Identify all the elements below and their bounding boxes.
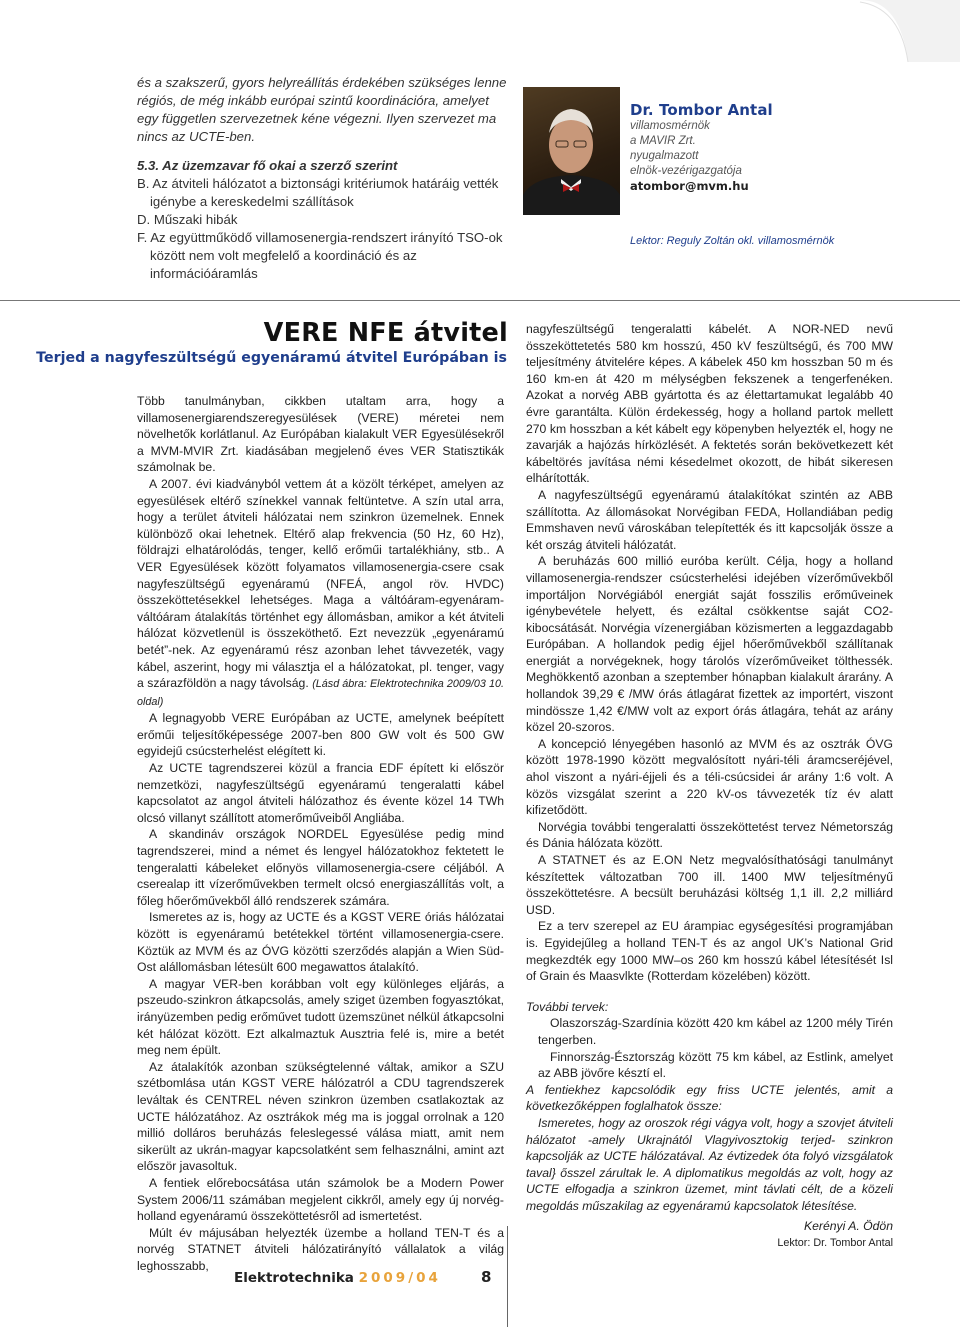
- section-divider: [0, 300, 960, 301]
- paragraph: Ez a terv szerepel az EU árampiac egységesítési programjában is. Egyidejűleg a holland TEN-T és az angol UK’s National Grid megkezdték egy 1000 MW–os 260 km hosszú kábel létesítését Isl of Grain és Maasvlkte (Rotterdam közelében) között.: [526, 919, 893, 984]
- paragraph: A nagyfeszültségű egyenáramú átalakítókat szintén az ABB szállította. Az állomásokat Norvégiban FEDA, Hollandiában pedig Emmshaven nevű városkában telepítették és itt kapcsolják össze a két ország átviteli hálózatát.: [526, 487, 893, 552]
- plans-heading: További tervek:: [526, 999, 609, 1014]
- figure-reference: (Lásd ábra: Elektrotechnika 2009/03 10. oldal): [137, 678, 504, 708]
- author-role: villamosmérnök: [630, 120, 710, 132]
- section-heading: 5.3. Az üzemzavar fő okai a szerző szerint: [137, 158, 398, 173]
- author-name: Dr. Tombor Antal: [630, 101, 773, 119]
- reviewer-line: Lektor: Reguly Zoltán okl. villamosmérnök: [630, 235, 835, 247]
- paragraph: A koncepció lényegében hasonló az MVM és az osztrák ÓVG között 1978-1990 között megvalósított nyári-téli áramcseréjével, ahol viszont a nyári-éjjeli és a téli-csúcsidei ár arány 1:6 volt. A közös vizsgálat szerint a 220 kV-os távvezeték tíz év alatt kifizetődött.: [526, 736, 893, 818]
- paragraph: Az átalakítók azonban szükségtelenné váltak, amikor a SZU szétbomlása után KGST VERE hálózatról a CDU tagrendszerek leváltak és CENTREL néven szinkron üzemben csatlakoztak az UCTE hálózatához. Az osztrákok még ma is joggal orrolnak a 120 millió dolláros beruházás feleslegessé válása miatt, amit nem sikerült az ukrán-magyar kapcsolatként sem felhasználni, amint azt először javasoltuk.: [137, 1059, 504, 1174]
- author-role: a MAVIR Zrt.: [630, 135, 696, 147]
- article-reviewer: Lektor: Dr. Tombor Antal: [777, 1237, 893, 1250]
- paragraph: A fentiek előrebocsátása után számolok be a Modern Power System 2006/11 számában megjelent cikkről, amely egy új norvég-holland egyenáramú összeköttetésről ad ismertetést.: [137, 1175, 504, 1224]
- paragraph: A magyar VER-ben korábban volt egy különleges eljárás, a pszeudo-szinkron átkapcsolás, amely sziget üzemben fogyasztókat, irányüzemben pedig erőművet tudott üzemszünet nélkül átkapcsolni két hálózat között. Ezt alkalmaztuk Ausztria felé is, mire a betét meg nem épült.: [137, 976, 504, 1058]
- paragraph: Ismeretes, hogy az oroszok régi vágya volt, hogy a szovjet átviteli hálózatot -amely Ukrajnától Vlagyivosztokig terjed- szinkron kapcsolják az UCTE hálózatával. Az évtizedek óta folyó vizsgálatok taval} ősszel zárultak le. A diplomatikus megoldás az volt, hogy az UCTE elfogadja a szinkron üzemet, mint távlati célt, de a közeli megoldás műszakilag az egyenáramú kapcsolatok létesítése.: [526, 1115, 893, 1213]
- article-subtitle: Terjed a nagyfeszültségű egyenáramú átvitel Európában is: [36, 350, 507, 366]
- article-signature: Kerényi A. Ödön: [804, 1219, 893, 1234]
- author-info: [630, 101, 830, 193]
- intro-paragraph: és a szakszerű, gyors helyreállítás érdekében szükséges lenne régiós, de még inkább európai szintű koordinációra, amelyet egy független szervezetnek kéne végezni. Ilyen szervezet ma nincs az UCTE-ben.: [137, 75, 507, 144]
- paragraph: Több tanulmányban, cikkben utaltam arra, hogy a villamosenergiarendszeregyesülések (VERE) méretei nem növelhetők korlátlanul. Az Európában kialakult VER Egyesülésekről a MVM-MVIR Zrt. kiadásában megjelenő éves VER Statisztikák számolnak be.: [137, 394, 504, 475]
- paragraph: A fentiekhez kapcsolódik egy friss UCTE jelentés, amit a következőképpen foglalhatok össze:: [526, 1082, 893, 1114]
- list-item: F. Az együttműködő villamosenergia-rendszert irányító TSO-ok között nem volt megfelelő a koordináció és az információáramlás: [137, 230, 503, 281]
- footer-divider: [507, 1226, 508, 1327]
- author-photo: [523, 87, 620, 215]
- page-corner-decoration: [0, 0, 960, 62]
- paragraph: A beruházás 600 millió euróba került. Célja, hogy a holland villamosenergia-rendszer csúcsterhelési idejében vízerőművekből importáljon Norvégiából energiát saját fosszilis erőműveinek igénybevétele helyett, és ezáltal csökkentse saját CO2-kibocsátását. Norvégia vízenergiában közismerten a leggazdagabb Európában. A hollandok pedig éjjel hőerőművekből szállítanak energiát a norvégeknek, hogy tárolós vízerőműveiket tölthessék. Meghökkentő azonban a szeptember hónapban kialakult árarány. A hollandok 39,29 € /MW órás átlagárat fizettek az importért, viszont mindössze 1,42 €/MW volt az export órás átlagára, tehát az arány közel 20-szoros.: [526, 554, 893, 735]
- previous-article-ending: [137, 74, 507, 283]
- list-item: B. Az átviteli hálózatot a biztonsági kritériumok határáig vették igénybe a kereskedelmi szállítások: [137, 176, 499, 209]
- paragraph: Múlt év májusában helyezték üzembe a holland TEN-T és a norvég STATNET átviteli hálózatirányító vállalatok a világ leghosszabb,: [137, 1225, 504, 1273]
- article-title: VERE NFE átvitel: [263, 318, 508, 348]
- paragraph: A legnagyobb VERE Európában az UCTE, amelynek beépített erőműi teljesítőképessége 2007-ben 800 GW volt és 500 GW egyidejű csúcsterhelést elégített ki.: [137, 711, 504, 759]
- plan-item: Finnország-Észtország között 75 km kábel, az Estlink, amelyet az ABB jövőre késztí el.: [538, 1049, 893, 1081]
- paragraph: nagyfeszültségű tengeralatti kábelét. A NOR-NED nevű összeköttetetés 580 km hosszú, 450 kV feszültségű, és 700 MW teljesítmény átvitelére képes. A kábelek 450 km hosszban 50 m és 160 km-en át 420 m mélységben fekszenek a tengerfenéken. Azokat a norvég ABB gyártotta és az élettartamukat legalább 40 évre garantálta. Külön érdekesség, hogy a holland partok mellett 270 km hosszban a két kábelt egy köpenyben helyezték el, hogy ne zavarják a hajózás hírközlését. A fektetés során bekövetkezett két kábeltörés javítása némi késedelmet okozott, de hibát sikeresen elhárították.: [526, 322, 893, 486]
- article-column-right: [526, 321, 893, 1252]
- plan-item: Olaszország-Szardínia között 420 km kábel az 1200 mély Tirén tengerben.: [538, 1016, 893, 1047]
- paragraph: Norvégia további tengeralatti összeköttetést tervez Németország és Dánia hálózata között.: [526, 819, 893, 851]
- journal-footer: [234, 1270, 441, 1286]
- paragraph: Az UCTE tagrendszerei közül a francia EDF épített ki először nemzetközi, nagyfeszültségű egyenáramú tengeralatti kábel kapcsolatot az angol átviteli hálózathoz és évente közel 14 TWh olcsó villanyt szállított atomerőműveiből Angliába.: [137, 761, 504, 825]
- list-item: D. Műszaki hibák: [137, 212, 238, 227]
- paragraph: A skandináv országok NORDEL Egyesülése pedig mind tagrendszerei, mind a német és lengyel hálózatokhoz fektetett le tengeralatti kábeleket előnyös villamosenergia-csere céljából. A cserealap itt vízerőművekben termelt olcsó energiaszállítás volt, a főleg hőerőművekből álló rendszerek számára.: [137, 827, 504, 908]
- paragraph: Ismeretes az is, hogy az UCTE és a KGST VERE óriás hálózatai között is egyenáramú betétekkel történt villamosenergia-csere. Köztük az MVM és az ÓVG közötti szerződés alapján a Wien Süd-Ost alállomásban létesült 600 megawattos átalakító.: [137, 910, 504, 975]
- journal-name: Elektrotechnika: [234, 1270, 354, 1286]
- author-email: atombor@mvm.hu: [630, 179, 749, 193]
- paragraph: A 2007. évi kiadványból vettem át a közölt térképet, amelyen az egyesülések eltérő színekkel vannak feltüntetve. A szín utal arra, hogy a terület átviteli hálózatai nem szinkron üzemelnek. Ennek különböző okai lehetnek. Eltérő alap frekvencia (50 Hz, 60 Hz), földrajzi elhatárolódás, tenger, kellő erőműi tartalékhiány, stb.. A VER Egyesülések között folyamatos villamosenergia-csere csak nagyfeszültségű egyenáramú (NFEÁ, angol röv. HVDC) összeköttetésekkel lehetséges. Maga a váltóáram-egyenáram-váltóáram átalakítás történhet egy állomásban, amikor a két átviteli hálózat közvetlenül is összeköthető. Ezt nevezzük „egyenáramú betét”-nek. Az egyenáramú rész azonban lehet távvezeték, vagy kábel, aszerint, hogy mi választja el a hálózatokat, pl. tenger, vagy a szárazföldön a nagy távolság. (Lásd ábra: Elektrotechnika 2009/03 10. oldal): [137, 476, 504, 708]
- page-number: 8: [481, 1268, 492, 1286]
- paragraph: A STATNET és az E.ON Netz megvalósíthatósági tanulmányt készítettek változatban 700 ill. 1400 MW teljesítményű összeköttetésre. A becsült beruházási költség 1,1 ill. 2,2 milliárd USD.: [526, 853, 893, 917]
- author-role: elnök-vezérigazgatója: [630, 165, 742, 177]
- author-role: nyugalmazott: [630, 150, 699, 162]
- issue-number: 2009/04: [358, 1270, 441, 1286]
- article-column-left: [137, 393, 504, 1274]
